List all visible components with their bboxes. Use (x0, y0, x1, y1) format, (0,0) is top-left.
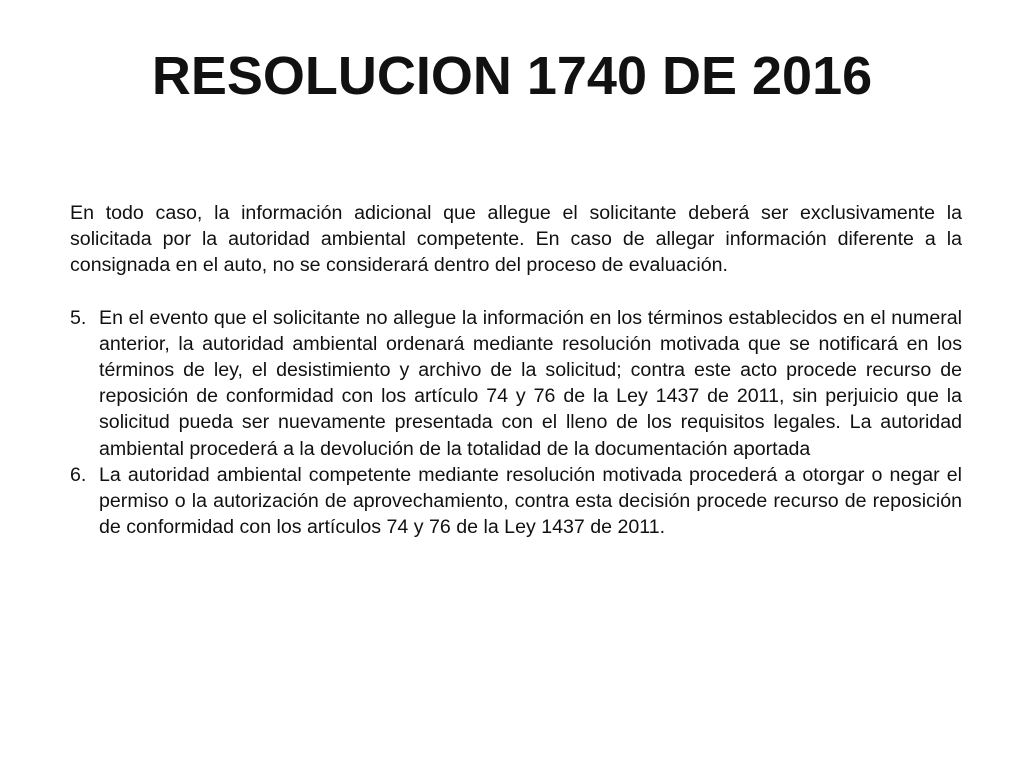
list-item-text: La autoridad ambiental competente mediante resolución motivada procederá a otorgar o negar el permiso o la autorización de aprovechamiento, contra esta decisión procede recurso de reposición de conformidad con los artículos 74 y 76 de la Ley 1437 de 2011. (99, 463, 962, 539)
list-item-text: En el evento que el solicitante no allegue la información en los términos establecidos en el numeral anterior, la autoridad ambiental ordenará mediante resolución motivada que se notificará en los términos de ley, el desistimiento y archivo de la solicitud; contra este acto procede recurso de reposición de conformidad con los artículo 74 y 76 de la Ley 1437 de 2011, sin perjuicio que la solicitud pueda ser nuevamente presentada con el lleno de los requisitos legales. La autoridad ambiental procederá a la devolución de la totalidad de la documentación aportada (99, 306, 962, 460)
numbered-list (70, 305, 962, 541)
list-item-number: 5. (70, 306, 87, 329)
list-item (70, 462, 962, 541)
list-item (70, 305, 962, 462)
list-item-number: 6. (70, 463, 87, 486)
slide-body (70, 200, 962, 540)
intro-paragraph: En todo caso, la información adicional que allegue el solicitante deberá ser exclusivamente la solicitada por la autoridad ambiental competente. En caso de allegar información diferente a la consignada en el auto, no se considerará dentro del proceso de evaluación. (70, 202, 962, 277)
slide-title: RESOLUCION 1740 DE 2016 (151, 46, 873, 106)
